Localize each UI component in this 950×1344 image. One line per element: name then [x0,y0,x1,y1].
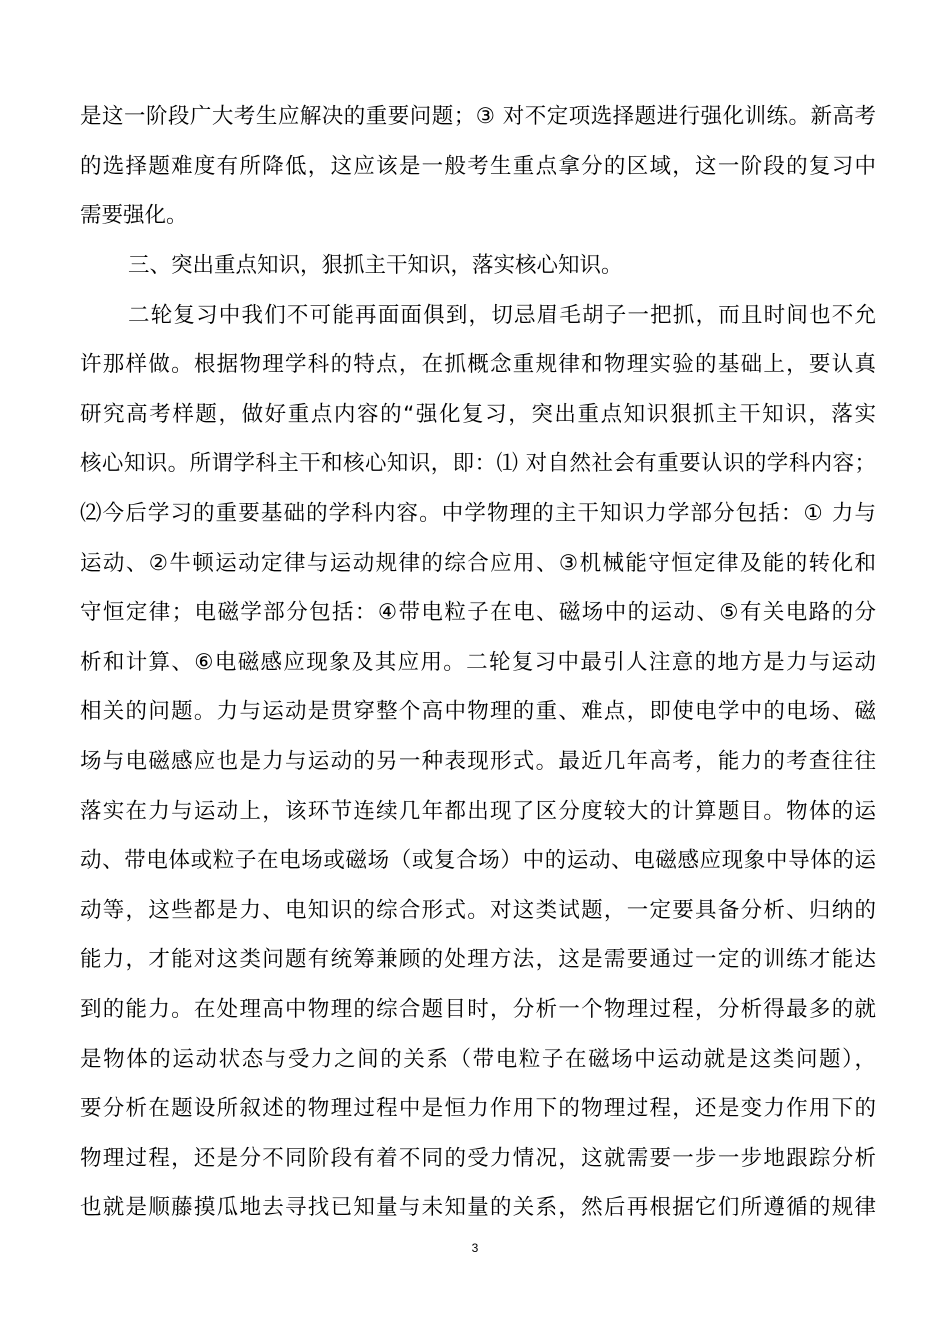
paragraph-line: 场与电磁感应也是力与运动的另一种表现形式。最近几年高考，能力的考查往往 [80,749,876,774]
paragraph-line: 是物体的运动状态与受力之间的关系（带电粒子在磁场中运动就是这类问题）， [80,1047,876,1072]
paragraph-line: 的选择题难度有所降低，这应该是一般考生重点拿分的区域，这一阶段的复习中 [80,154,876,179]
paragraph-line: 研究高考样题，做好重点内容的“强化复习，突出重点知识狠抓主干知识，落实 [80,402,876,427]
paragraph-line: 是这一阶段广大考生应解决的重要问题；③ 对不定项选择题进行强化训练。新高考 [80,104,876,129]
paragraph-line: 许那样做。根据物理学科的特点，在抓概念重规律和物理实验的基础上，要认真 [80,352,876,377]
paragraph-line: 能力，才能对这类问题有统筹兼顾的处理方法，这是需要通过一定的训练才能达 [80,947,876,972]
paragraph-line: 核心知识。所谓学科主干和核心知识，即：⑴ 对自然社会有重要认识的学科内容； [80,451,876,476]
page-number: 3 [471,1241,479,1255]
paragraph-line: ⑵今后学习的重要基础的学科内容。中学物理的主干知识力学部分包括：① 力与 [80,501,876,526]
paragraph-line: 需要强化。 [80,203,188,228]
section-heading: 三、突出重点知识，狠抓主干知识，落实核心知识。 [128,253,623,278]
paragraph-line: 运动、②牛顿运动定律与运动规律的综合应用、③机械能守恒定律及能的转化和 [80,551,876,576]
paragraph-line: 二轮复习中我们不可能再面面俱到，切忌眉毛胡子一把抓，而且时间也不允 [128,303,876,328]
paragraph-line: 动等，这些都是力、电知识的综合形式。对这类试题，一定要具备分析、归纳的 [80,898,876,923]
paragraph-line: 动、带电体或粒子在电场或磁场（或复合场）中的运动、电磁感应现象中导体的运 [80,848,876,873]
paragraph-line: 守恒定律；电磁学部分包括：④带电粒子在电、磁场中的运动、⑤有关电路的分 [80,600,876,625]
paragraph-line: 要分析在题设所叙述的物理过程中是恒力作用下的物理过程，还是变力作用下的 [80,1096,876,1121]
paragraph-line: 物理过程，还是分不同阶段有着不同的受力情况，这就需要一步一步地跟踪分析 [80,1146,876,1171]
paragraph-line: 落实在力与运动上，该环节连续几年都出现了区分度较大的计算题目。物体的运 [80,799,876,824]
paragraph-line: 也就是顺藤摸瓜地去寻找已知量与未知量的关系，然后再根据它们所遵循的规律 [80,1195,876,1220]
paragraph-line: 相关的问题。力与运动是贯穿整个高中物理的重、难点，即使电学中的电场、磁 [80,699,876,724]
paragraph-line: 析和计算、⑥电磁感应现象及其应用。二轮复习中最引人注意的地方是力与运动 [80,650,876,675]
paragraph-line: 到的能力。在处理高中物理的综合题目时，分析一个物理过程，分析得最多的就 [80,997,876,1022]
